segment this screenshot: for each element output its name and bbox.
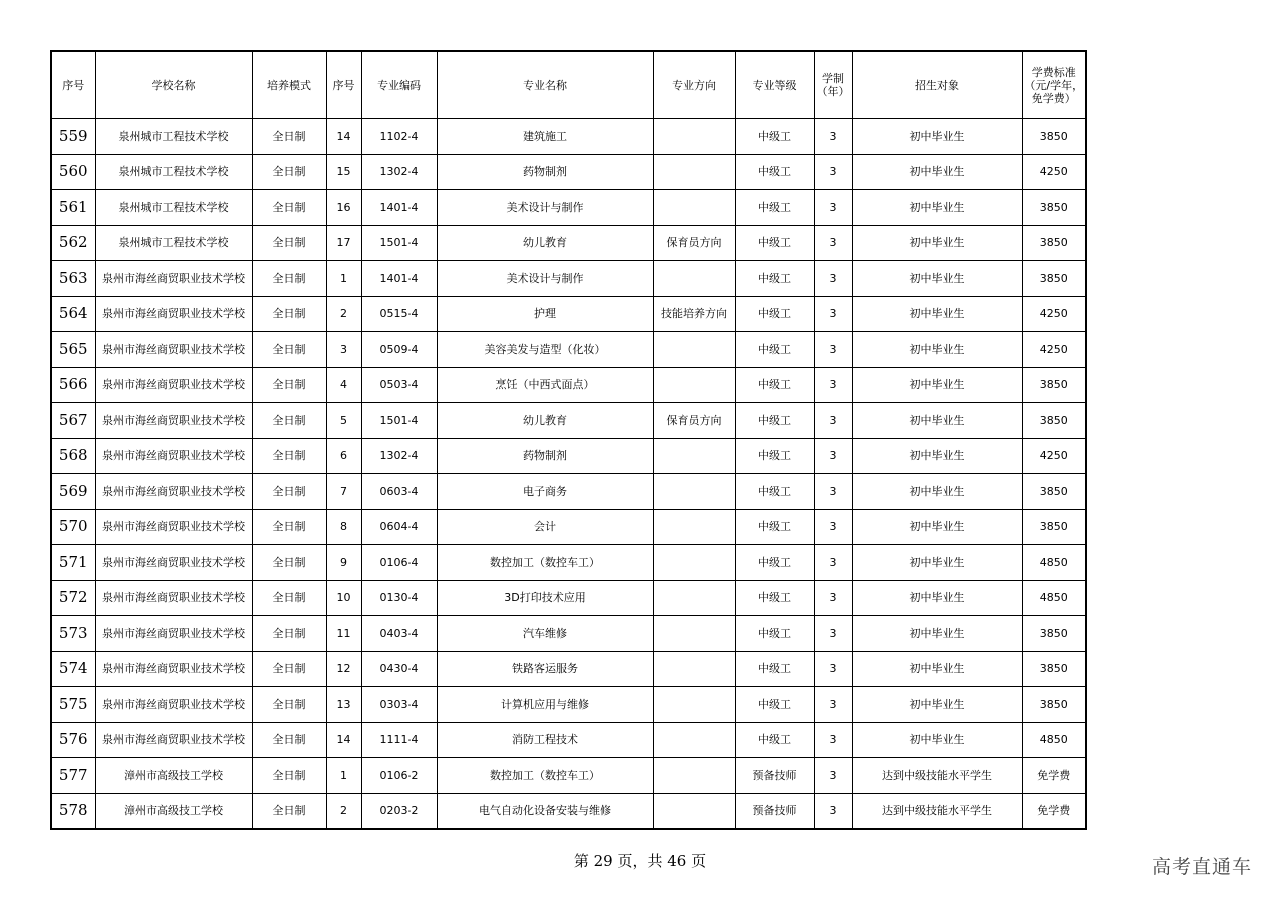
cell-school: 泉州城市工程技术学校 xyxy=(95,154,252,190)
cell-direction: 技能培养方向 xyxy=(653,296,735,332)
cell-seq: 4 xyxy=(326,367,361,403)
cell-direction: 保育员方向 xyxy=(653,225,735,261)
cell-school: 泉州市海丝商贸职业技术学校 xyxy=(95,616,252,652)
cell-major: 美术设计与制作 xyxy=(437,261,653,297)
cell-years: 3 xyxy=(814,651,852,687)
cell-target: 初中毕业生 xyxy=(852,687,1022,723)
cell-direction xyxy=(653,651,735,687)
cell-idx: 562 xyxy=(51,225,95,261)
cell-direction xyxy=(653,509,735,545)
cell-direction xyxy=(653,190,735,226)
cell-direction: 保育员方向 xyxy=(653,403,735,439)
cell-code: 1302-4 xyxy=(361,438,437,474)
cell-level: 中级工 xyxy=(735,332,814,368)
cell-fee: 4850 xyxy=(1022,545,1086,581)
cell-code: 1501-4 xyxy=(361,225,437,261)
cell-mode: 全日制 xyxy=(252,438,326,474)
cell-fee: 3850 xyxy=(1022,616,1086,652)
enrollment-table xyxy=(50,50,1087,830)
cell-school: 泉州市海丝商贸职业技术学校 xyxy=(95,687,252,723)
cell-idx: 566 xyxy=(51,367,95,403)
cell-idx: 569 xyxy=(51,474,95,510)
cell-seq: 12 xyxy=(326,651,361,687)
page-number: 第 29 页，共 46 页 xyxy=(573,852,707,870)
table-row xyxy=(51,154,1086,190)
cell-mode: 全日制 xyxy=(252,332,326,368)
cell-fee: 3850 xyxy=(1022,119,1086,155)
cell-years: 3 xyxy=(814,403,852,439)
cell-years: 3 xyxy=(814,758,852,794)
header-mode: 培养模式 xyxy=(252,51,326,119)
cell-target: 初中毕业生 xyxy=(852,474,1022,510)
cell-years: 3 xyxy=(814,687,852,723)
cell-code: 0604-4 xyxy=(361,509,437,545)
cell-seq: 16 xyxy=(326,190,361,226)
cell-major: 汽车维修 xyxy=(437,616,653,652)
cell-target: 达到中级技能水平学生 xyxy=(852,758,1022,794)
cell-direction xyxy=(653,332,735,368)
cell-fee: 免学费 xyxy=(1022,758,1086,794)
cell-major: 会计 xyxy=(437,509,653,545)
cell-target: 初中毕业生 xyxy=(852,296,1022,332)
cell-major: 电子商务 xyxy=(437,474,653,510)
cell-seq: 17 xyxy=(326,225,361,261)
cell-mode: 全日制 xyxy=(252,758,326,794)
cell-seq: 14 xyxy=(326,722,361,758)
cell-major: 计算机应用与维修 xyxy=(437,687,653,723)
header-fee: 学费标准（元/学年，免学费） xyxy=(1022,51,1086,119)
cell-mode: 全日制 xyxy=(252,651,326,687)
cell-idx: 571 xyxy=(51,545,95,581)
cell-seq: 10 xyxy=(326,580,361,616)
table-row xyxy=(51,119,1086,155)
cell-school: 泉州市海丝商贸职业技术学校 xyxy=(95,474,252,510)
watermark: 高考直通车 xyxy=(1151,856,1252,878)
cell-fee: 4850 xyxy=(1022,722,1086,758)
cell-direction xyxy=(653,758,735,794)
cell-years: 3 xyxy=(814,190,852,226)
cell-mode: 全日制 xyxy=(252,154,326,190)
cell-level: 中级工 xyxy=(735,261,814,297)
cell-level: 预备技师 xyxy=(735,758,814,794)
cell-school: 泉州市海丝商贸职业技术学校 xyxy=(95,580,252,616)
table-row xyxy=(51,367,1086,403)
cell-school: 泉州城市工程技术学校 xyxy=(95,190,252,226)
cell-major: 烹饪（中西式面点） xyxy=(437,367,653,403)
cell-mode: 全日制 xyxy=(252,793,326,829)
cell-target: 初中毕业生 xyxy=(852,190,1022,226)
cell-target: 初中毕业生 xyxy=(852,225,1022,261)
cell-years: 3 xyxy=(814,296,852,332)
header-code: 专业编码 xyxy=(361,51,437,119)
cell-target: 初中毕业生 xyxy=(852,438,1022,474)
header-idx: 序号 xyxy=(51,51,95,119)
cell-code: 0106-4 xyxy=(361,545,437,581)
cell-seq: 1 xyxy=(326,758,361,794)
cell-fee: 3850 xyxy=(1022,367,1086,403)
table-row xyxy=(51,651,1086,687)
cell-fee: 4250 xyxy=(1022,332,1086,368)
cell-code: 0430-4 xyxy=(361,651,437,687)
cell-level: 中级工 xyxy=(735,154,814,190)
cell-school: 泉州市海丝商贸职业技术学校 xyxy=(95,332,252,368)
cell-level: 中级工 xyxy=(735,616,814,652)
cell-years: 3 xyxy=(814,722,852,758)
table-row xyxy=(51,438,1086,474)
header-school: 学校名称 xyxy=(95,51,252,119)
cell-school: 泉州市海丝商贸职业技术学校 xyxy=(95,296,252,332)
header-target: 招生对象 xyxy=(852,51,1022,119)
table-row xyxy=(51,261,1086,297)
cell-mode: 全日制 xyxy=(252,261,326,297)
cell-level: 预备技师 xyxy=(735,793,814,829)
cell-code: 1501-4 xyxy=(361,403,437,439)
cell-years: 3 xyxy=(814,367,852,403)
cell-idx: 573 xyxy=(51,616,95,652)
cell-level: 中级工 xyxy=(735,190,814,226)
cell-seq: 8 xyxy=(326,509,361,545)
cell-target: 初中毕业生 xyxy=(852,154,1022,190)
cell-code: 0603-4 xyxy=(361,474,437,510)
cell-school: 泉州市海丝商贸职业技术学校 xyxy=(95,261,252,297)
table-row xyxy=(51,403,1086,439)
cell-seq: 1 xyxy=(326,261,361,297)
cell-level: 中级工 xyxy=(735,722,814,758)
cell-fee: 4250 xyxy=(1022,154,1086,190)
table-row xyxy=(51,296,1086,332)
header-major: 专业名称 xyxy=(437,51,653,119)
cell-target: 初中毕业生 xyxy=(852,722,1022,758)
cell-code: 1102-4 xyxy=(361,119,437,155)
cell-mode: 全日制 xyxy=(252,367,326,403)
cell-code: 1401-4 xyxy=(361,261,437,297)
cell-seq: 14 xyxy=(326,119,361,155)
cell-direction xyxy=(653,580,735,616)
cell-seq: 2 xyxy=(326,793,361,829)
cell-major: 数控加工（数控车工） xyxy=(437,758,653,794)
cell-level: 中级工 xyxy=(735,225,814,261)
cell-years: 3 xyxy=(814,225,852,261)
cell-school: 泉州市海丝商贸职业技术学校 xyxy=(95,509,252,545)
cell-major: 幼儿教育 xyxy=(437,403,653,439)
table-row xyxy=(51,793,1086,829)
cell-major: 数控加工（数控车工） xyxy=(437,545,653,581)
cell-idx: 560 xyxy=(51,154,95,190)
cell-code: 0203-2 xyxy=(361,793,437,829)
cell-years: 3 xyxy=(814,261,852,297)
table-row xyxy=(51,580,1086,616)
table-row xyxy=(51,722,1086,758)
cell-years: 3 xyxy=(814,793,852,829)
cell-target: 达到中级技能水平学生 xyxy=(852,793,1022,829)
cell-mode: 全日制 xyxy=(252,580,326,616)
cell-idx: 574 xyxy=(51,651,95,687)
header-level: 专业等级 xyxy=(735,51,814,119)
cell-seq: 5 xyxy=(326,403,361,439)
cell-school: 漳州市高级技工学校 xyxy=(95,793,252,829)
cell-years: 3 xyxy=(814,332,852,368)
cell-mode: 全日制 xyxy=(252,296,326,332)
cell-fee: 3850 xyxy=(1022,261,1086,297)
cell-idx: 561 xyxy=(51,190,95,226)
cell-years: 3 xyxy=(814,616,852,652)
header-direction: 专业方向 xyxy=(653,51,735,119)
cell-level: 中级工 xyxy=(735,474,814,510)
cell-target: 初中毕业生 xyxy=(852,367,1022,403)
cell-years: 3 xyxy=(814,154,852,190)
cell-idx: 563 xyxy=(51,261,95,297)
cell-seq: 2 xyxy=(326,296,361,332)
cell-target: 初中毕业生 xyxy=(852,509,1022,545)
cell-mode: 全日制 xyxy=(252,474,326,510)
cell-direction xyxy=(653,438,735,474)
cell-direction xyxy=(653,616,735,652)
cell-code: 0130-4 xyxy=(361,580,437,616)
cell-major: 电气自动化设备安装与维修 xyxy=(437,793,653,829)
cell-level: 中级工 xyxy=(735,119,814,155)
cell-level: 中级工 xyxy=(735,545,814,581)
table-row xyxy=(51,509,1086,545)
cell-code: 0503-4 xyxy=(361,367,437,403)
cell-mode: 全日制 xyxy=(252,190,326,226)
cell-direction xyxy=(653,154,735,190)
cell-direction xyxy=(653,367,735,403)
table-row xyxy=(51,225,1086,261)
cell-direction xyxy=(653,545,735,581)
cell-idx: 576 xyxy=(51,722,95,758)
cell-seq: 3 xyxy=(326,332,361,368)
cell-direction xyxy=(653,687,735,723)
cell-major: 消防工程技术 xyxy=(437,722,653,758)
cell-major: 幼儿教育 xyxy=(437,225,653,261)
cell-fee: 3850 xyxy=(1022,509,1086,545)
cell-school: 漳州市高级技工学校 xyxy=(95,758,252,794)
cell-seq: 15 xyxy=(326,154,361,190)
cell-idx: 575 xyxy=(51,687,95,723)
cell-code: 1302-4 xyxy=(361,154,437,190)
cell-fee: 3850 xyxy=(1022,225,1086,261)
cell-direction xyxy=(653,474,735,510)
cell-target: 初中毕业生 xyxy=(852,261,1022,297)
cell-fee: 4250 xyxy=(1022,438,1086,474)
cell-level: 中级工 xyxy=(735,438,814,474)
cell-level: 中级工 xyxy=(735,651,814,687)
cell-seq: 6 xyxy=(326,438,361,474)
cell-direction xyxy=(653,261,735,297)
cell-idx: 567 xyxy=(51,403,95,439)
cell-mode: 全日制 xyxy=(252,687,326,723)
cell-major: 药物制剂 xyxy=(437,438,653,474)
cell-direction xyxy=(653,793,735,829)
cell-seq: 9 xyxy=(326,545,361,581)
cell-mode: 全日制 xyxy=(252,119,326,155)
cell-school: 泉州市海丝商贸职业技术学校 xyxy=(95,545,252,581)
cell-fee: 3850 xyxy=(1022,474,1086,510)
cell-fee: 3850 xyxy=(1022,651,1086,687)
cell-fee: 3850 xyxy=(1022,687,1086,723)
cell-idx: 572 xyxy=(51,580,95,616)
cell-years: 3 xyxy=(814,474,852,510)
cell-code: 1401-4 xyxy=(361,190,437,226)
table-row xyxy=(51,616,1086,652)
cell-code: 0509-4 xyxy=(361,332,437,368)
cell-years: 3 xyxy=(814,119,852,155)
cell-idx: 570 xyxy=(51,509,95,545)
cell-mode: 全日制 xyxy=(252,509,326,545)
cell-seq: 13 xyxy=(326,687,361,723)
table-row xyxy=(51,545,1086,581)
cell-code: 0403-4 xyxy=(361,616,437,652)
table-row xyxy=(51,687,1086,723)
cell-years: 3 xyxy=(814,545,852,581)
cell-level: 中级工 xyxy=(735,367,814,403)
cell-major: 建筑施工 xyxy=(437,119,653,155)
cell-target: 初中毕业生 xyxy=(852,403,1022,439)
header-seq: 序号 xyxy=(326,51,361,119)
cell-school: 泉州市海丝商贸职业技术学校 xyxy=(95,722,252,758)
cell-school: 泉州市海丝商贸职业技术学校 xyxy=(95,403,252,439)
cell-idx: 559 xyxy=(51,119,95,155)
cell-level: 中级工 xyxy=(735,580,814,616)
cell-major: 美容美发与造型（化妆） xyxy=(437,332,653,368)
cell-seq: 11 xyxy=(326,616,361,652)
header-years: 学制（年） xyxy=(814,51,852,119)
cell-school: 泉州市海丝商贸职业技术学校 xyxy=(95,438,252,474)
cell-level: 中级工 xyxy=(735,687,814,723)
cell-years: 3 xyxy=(814,509,852,545)
cell-idx: 568 xyxy=(51,438,95,474)
cell-target: 初中毕业生 xyxy=(852,651,1022,687)
cell-major: 护理 xyxy=(437,296,653,332)
table-row xyxy=(51,758,1086,794)
cell-school: 泉州市海丝商贸职业技术学校 xyxy=(95,367,252,403)
cell-school: 泉州城市工程技术学校 xyxy=(95,225,252,261)
cell-major: 药物制剂 xyxy=(437,154,653,190)
table-row xyxy=(51,190,1086,226)
cell-idx: 577 xyxy=(51,758,95,794)
cell-fee: 3850 xyxy=(1022,190,1086,226)
cell-mode: 全日制 xyxy=(252,722,326,758)
cell-major: 美术设计与制作 xyxy=(437,190,653,226)
cell-mode: 全日制 xyxy=(252,403,326,439)
cell-level: 中级工 xyxy=(735,403,814,439)
cell-fee: 4250 xyxy=(1022,296,1086,332)
cell-mode: 全日制 xyxy=(252,225,326,261)
cell-code: 0303-4 xyxy=(361,687,437,723)
cell-direction xyxy=(653,119,735,155)
cell-idx: 565 xyxy=(51,332,95,368)
table-header xyxy=(51,51,1086,119)
cell-school: 泉州城市工程技术学校 xyxy=(95,119,252,155)
cell-idx: 578 xyxy=(51,793,95,829)
cell-major: 铁路客运服务 xyxy=(437,651,653,687)
table-body xyxy=(51,119,1086,830)
table-row xyxy=(51,332,1086,368)
cell-target: 初中毕业生 xyxy=(852,332,1022,368)
cell-code: 0515-4 xyxy=(361,296,437,332)
cell-mode: 全日制 xyxy=(252,545,326,581)
cell-fee: 4850 xyxy=(1022,580,1086,616)
cell-target: 初中毕业生 xyxy=(852,616,1022,652)
cell-code: 1111-4 xyxy=(361,722,437,758)
cell-school: 泉州市海丝商贸职业技术学校 xyxy=(95,651,252,687)
cell-fee: 免学费 xyxy=(1022,793,1086,829)
cell-years: 3 xyxy=(814,438,852,474)
cell-target: 初中毕业生 xyxy=(852,119,1022,155)
cell-target: 初中毕业生 xyxy=(852,580,1022,616)
cell-seq: 7 xyxy=(326,474,361,510)
cell-code: 0106-2 xyxy=(361,758,437,794)
cell-level: 中级工 xyxy=(735,296,814,332)
table-row xyxy=(51,474,1086,510)
cell-fee: 3850 xyxy=(1022,403,1086,439)
cell-mode: 全日制 xyxy=(252,616,326,652)
cell-major: 3D打印技术应用 xyxy=(437,580,653,616)
cell-level: 中级工 xyxy=(735,509,814,545)
cell-direction xyxy=(653,722,735,758)
cell-idx: 564 xyxy=(51,296,95,332)
cell-years: 3 xyxy=(814,580,852,616)
cell-target: 初中毕业生 xyxy=(852,545,1022,581)
